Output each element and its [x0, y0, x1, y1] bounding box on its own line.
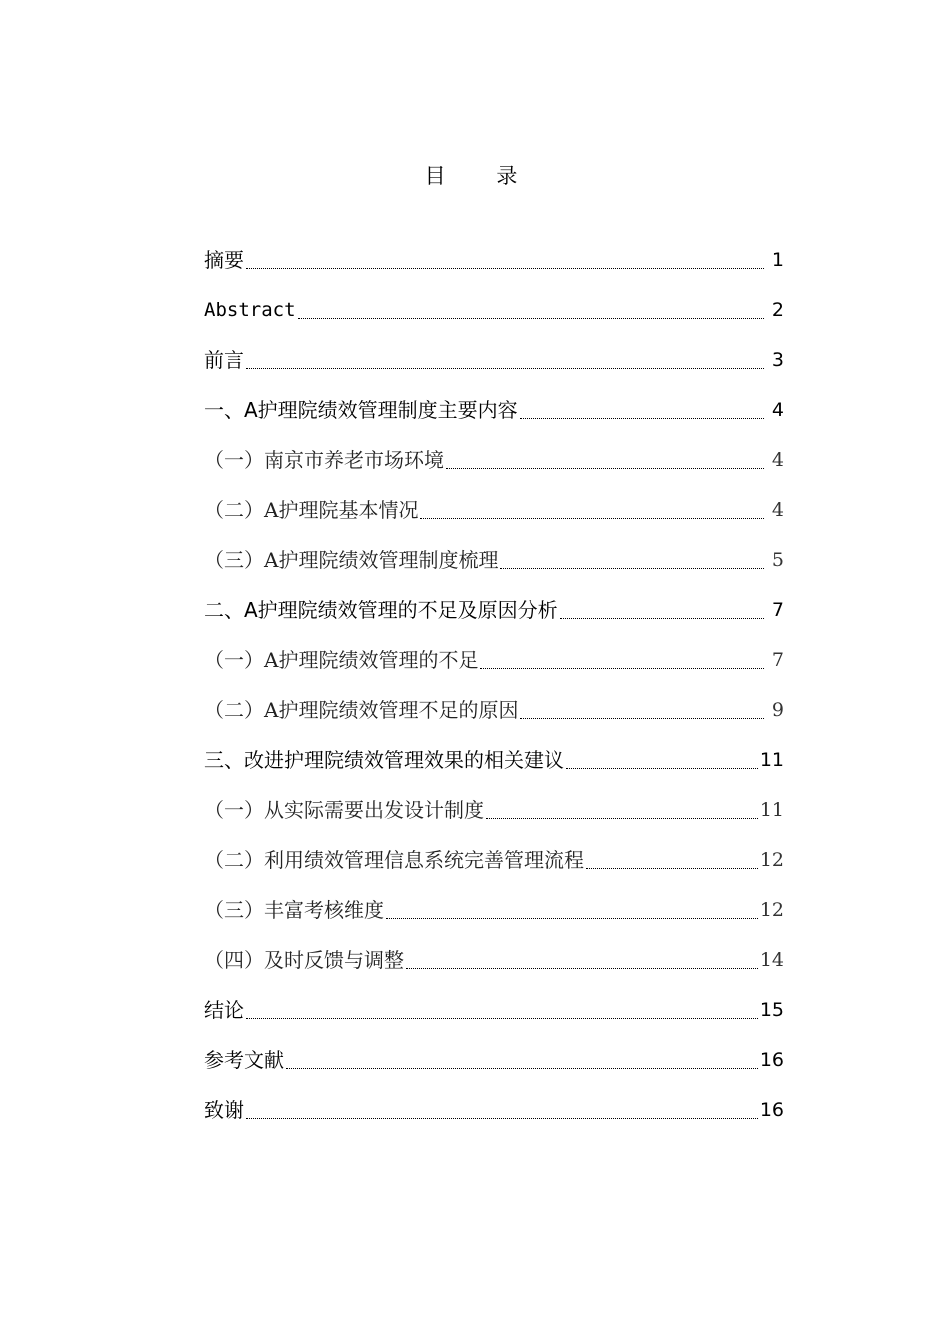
toc-dot-leader [480, 668, 764, 669]
toc-entry-section-3-2[interactable] [204, 832, 784, 882]
toc-page-number: 7 [771, 649, 784, 671]
toc-page-number: 3 [771, 349, 784, 371]
toc-entry-section-2-2[interactable] [204, 682, 784, 732]
toc-entry-text: 结论 [204, 998, 244, 1022]
toc-entry-section-3-3[interactable] [204, 882, 784, 932]
toc-page-number: 16 [759, 1099, 784, 1121]
toc-dot-leader [246, 1018, 758, 1019]
toc-dot-leader [246, 268, 764, 269]
table-of-contents [204, 232, 784, 1132]
toc-entry-text: （四）及时反馈与调整 [204, 948, 404, 972]
toc-dot-leader [500, 568, 764, 569]
toc-entry-section-3-4[interactable] [204, 932, 784, 982]
toc-entry-section-1-2[interactable] [204, 482, 784, 532]
toc-dot-leader [420, 518, 764, 519]
toc-dot-leader [586, 868, 758, 869]
toc-entry-section-3-1[interactable] [204, 782, 784, 832]
toc-page-number: 16 [759, 1049, 784, 1071]
toc-dot-leader [246, 368, 764, 369]
toc-dot-leader [298, 318, 764, 319]
toc-page-number: 4 [771, 399, 784, 421]
toc-entry-chapter-2[interactable] [204, 582, 784, 632]
toc-page-number: 2 [771, 299, 784, 321]
toc-entry-section-1-1[interactable] [204, 432, 784, 482]
toc-page-number: 9 [771, 699, 784, 721]
toc-entry-acknowledgements[interactable] [204, 1082, 784, 1132]
toc-dot-leader [446, 468, 764, 469]
toc-page-number: 12 [759, 849, 784, 871]
toc-dot-leader [386, 918, 758, 919]
toc-page-number: 11 [759, 749, 784, 771]
toc-dot-leader [486, 818, 758, 819]
toc-page-number: 15 [759, 999, 784, 1021]
toc-entry-chapter-1[interactable] [204, 382, 784, 432]
toc-entry-text: （二）A护理院基本情况 [204, 498, 419, 522]
toc-entry-text: 摘要 [204, 248, 244, 272]
toc-entry-text: （二）A护理院绩效管理不足的原因 [204, 698, 519, 722]
toc-entry-text: 前言 [204, 348, 244, 372]
toc-entry-text: 一、A护理院绩效管理制度主要内容 [204, 398, 518, 422]
toc-entry-text: （一）A护理院绩效管理的不足 [204, 648, 479, 672]
toc-entry-text: 二、A护理院绩效管理的不足及原因分析 [204, 598, 558, 622]
toc-page-number: 5 [771, 549, 784, 571]
toc-entry-text: Abstract [204, 299, 296, 321]
toc-entry-text: 参考文献 [204, 1048, 284, 1072]
toc-entry-section-1-3[interactable] [204, 532, 784, 582]
toc-page-number: 14 [759, 949, 784, 971]
toc-dot-leader [286, 1068, 758, 1069]
toc-dot-leader [566, 768, 758, 769]
toc-entry-text: （一）南京市养老市场环境 [204, 448, 444, 472]
toc-entry-text: 三、改进护理院绩效管理效果的相关建议 [204, 748, 564, 772]
toc-entry-text: （三）丰富考核维度 [204, 898, 384, 922]
toc-entry-abstract-cn[interactable] [204, 232, 784, 282]
toc-dot-leader [246, 1118, 758, 1119]
toc-page-number: 7 [771, 599, 784, 621]
toc-page-number: 12 [759, 899, 784, 921]
toc-entry-preface[interactable] [204, 332, 784, 382]
toc-entry-abstract-en[interactable] [204, 282, 784, 332]
toc-dot-leader [520, 418, 764, 419]
toc-dot-leader [560, 618, 764, 619]
toc-dot-leader [406, 968, 758, 969]
toc-entry-text: （二）利用绩效管理信息系统完善管理流程 [204, 848, 584, 872]
toc-entry-text: （三）A护理院绩效管理制度梳理 [204, 548, 499, 572]
toc-title: 目 录 [424, 164, 540, 188]
toc-entry-references[interactable] [204, 1032, 784, 1082]
toc-entry-conclusion[interactable] [204, 982, 784, 1032]
toc-entry-section-2-1[interactable] [204, 632, 784, 682]
toc-page-number: 4 [771, 499, 784, 521]
toc-page-number: 1 [771, 249, 784, 271]
toc-dot-leader [520, 718, 764, 719]
toc-page-number: 11 [759, 799, 784, 821]
toc-page-number: 4 [771, 449, 784, 471]
toc-entry-chapter-3[interactable] [204, 732, 784, 782]
toc-entry-text: 致谢 [204, 1098, 244, 1122]
toc-entry-text: （一）从实际需要出发设计制度 [204, 798, 484, 822]
